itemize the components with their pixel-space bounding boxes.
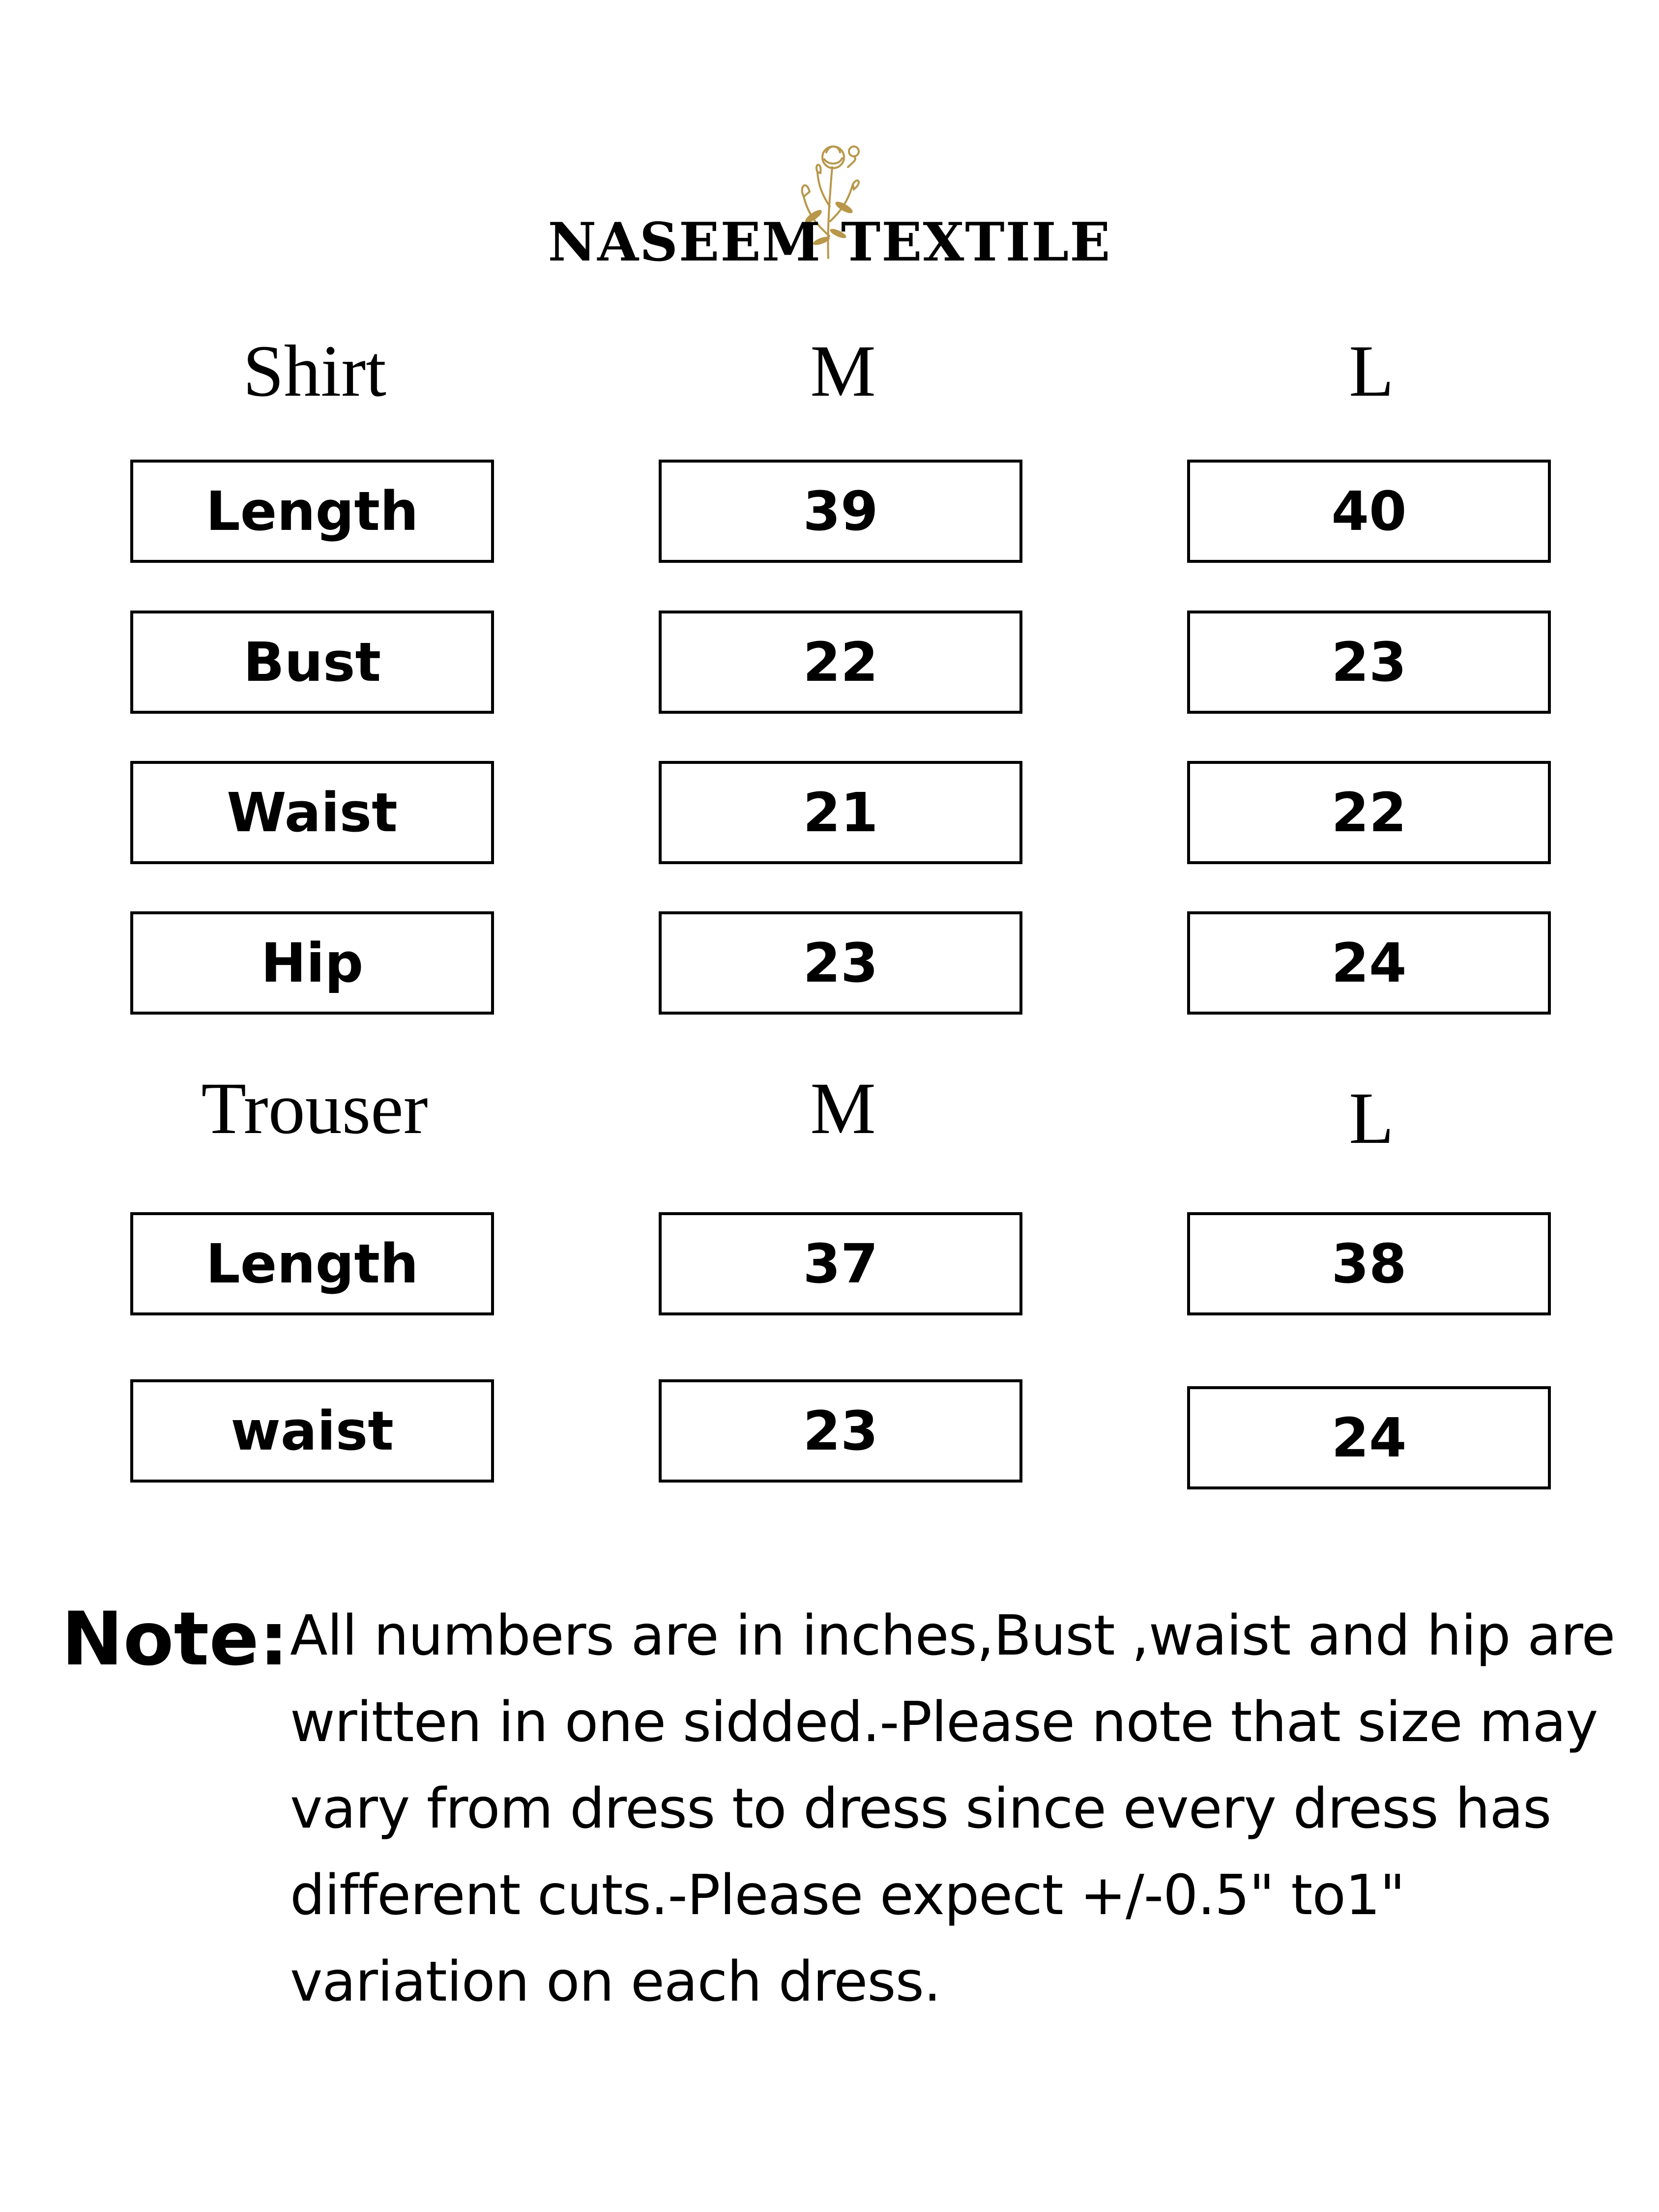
shirt-waist-m-value: 21: [659, 761, 1022, 864]
shirt-section-title: Shirt: [243, 330, 386, 412]
shirt-bust-l-value: 23: [1187, 611, 1551, 714]
shirt-row-label-bust: Bust: [130, 611, 494, 714]
shirt-hip-m-value: 23: [659, 911, 1022, 1015]
trouser-section-title: Trouser: [201, 1068, 428, 1149]
note-block: [61, 1593, 1644, 2035]
shirt-row-label-length: Length: [130, 460, 494, 563]
shirt-length-m-value: 39: [659, 460, 1022, 563]
trouser-row-label-waist: waist: [130, 1379, 494, 1483]
note-text: All numbers are in inches,Bust ,waist and hip are written in one sidded.-Please note that size may vary from dress to dress since every dress has different cuts.-Please expect +/-0.5" to1" variation on each dress.: [290, 1604, 1615, 2014]
brand-name: NASEEM TEXTILE: [548, 211, 1111, 273]
note-label: Note:: [61, 1597, 289, 1682]
trouser-length-m-value: 37: [659, 1212, 1022, 1315]
trouser-row-label-length: Length: [130, 1212, 494, 1315]
shirt-row-label-waist: Waist: [130, 761, 494, 864]
trouser-column-m: M: [810, 1068, 876, 1149]
shirt-column-l: L: [1349, 330, 1394, 412]
shirt-column-m: M: [810, 330, 876, 412]
trouser-column-l: L: [1349, 1077, 1394, 1159]
shirt-row-label-hip: Hip: [130, 911, 494, 1015]
brand-logo: [492, 138, 1167, 275]
shirt-length-l-value: 40: [1187, 460, 1551, 563]
trouser-waist-l-value: 24: [1187, 1386, 1551, 1489]
shirt-bust-m-value: 22: [659, 611, 1022, 714]
shirt-hip-l-value: 24: [1187, 911, 1551, 1015]
trouser-waist-m-value: 23: [659, 1379, 1022, 1483]
shirt-waist-l-value: 22: [1187, 761, 1551, 864]
trouser-length-l-value: 38: [1187, 1212, 1551, 1315]
